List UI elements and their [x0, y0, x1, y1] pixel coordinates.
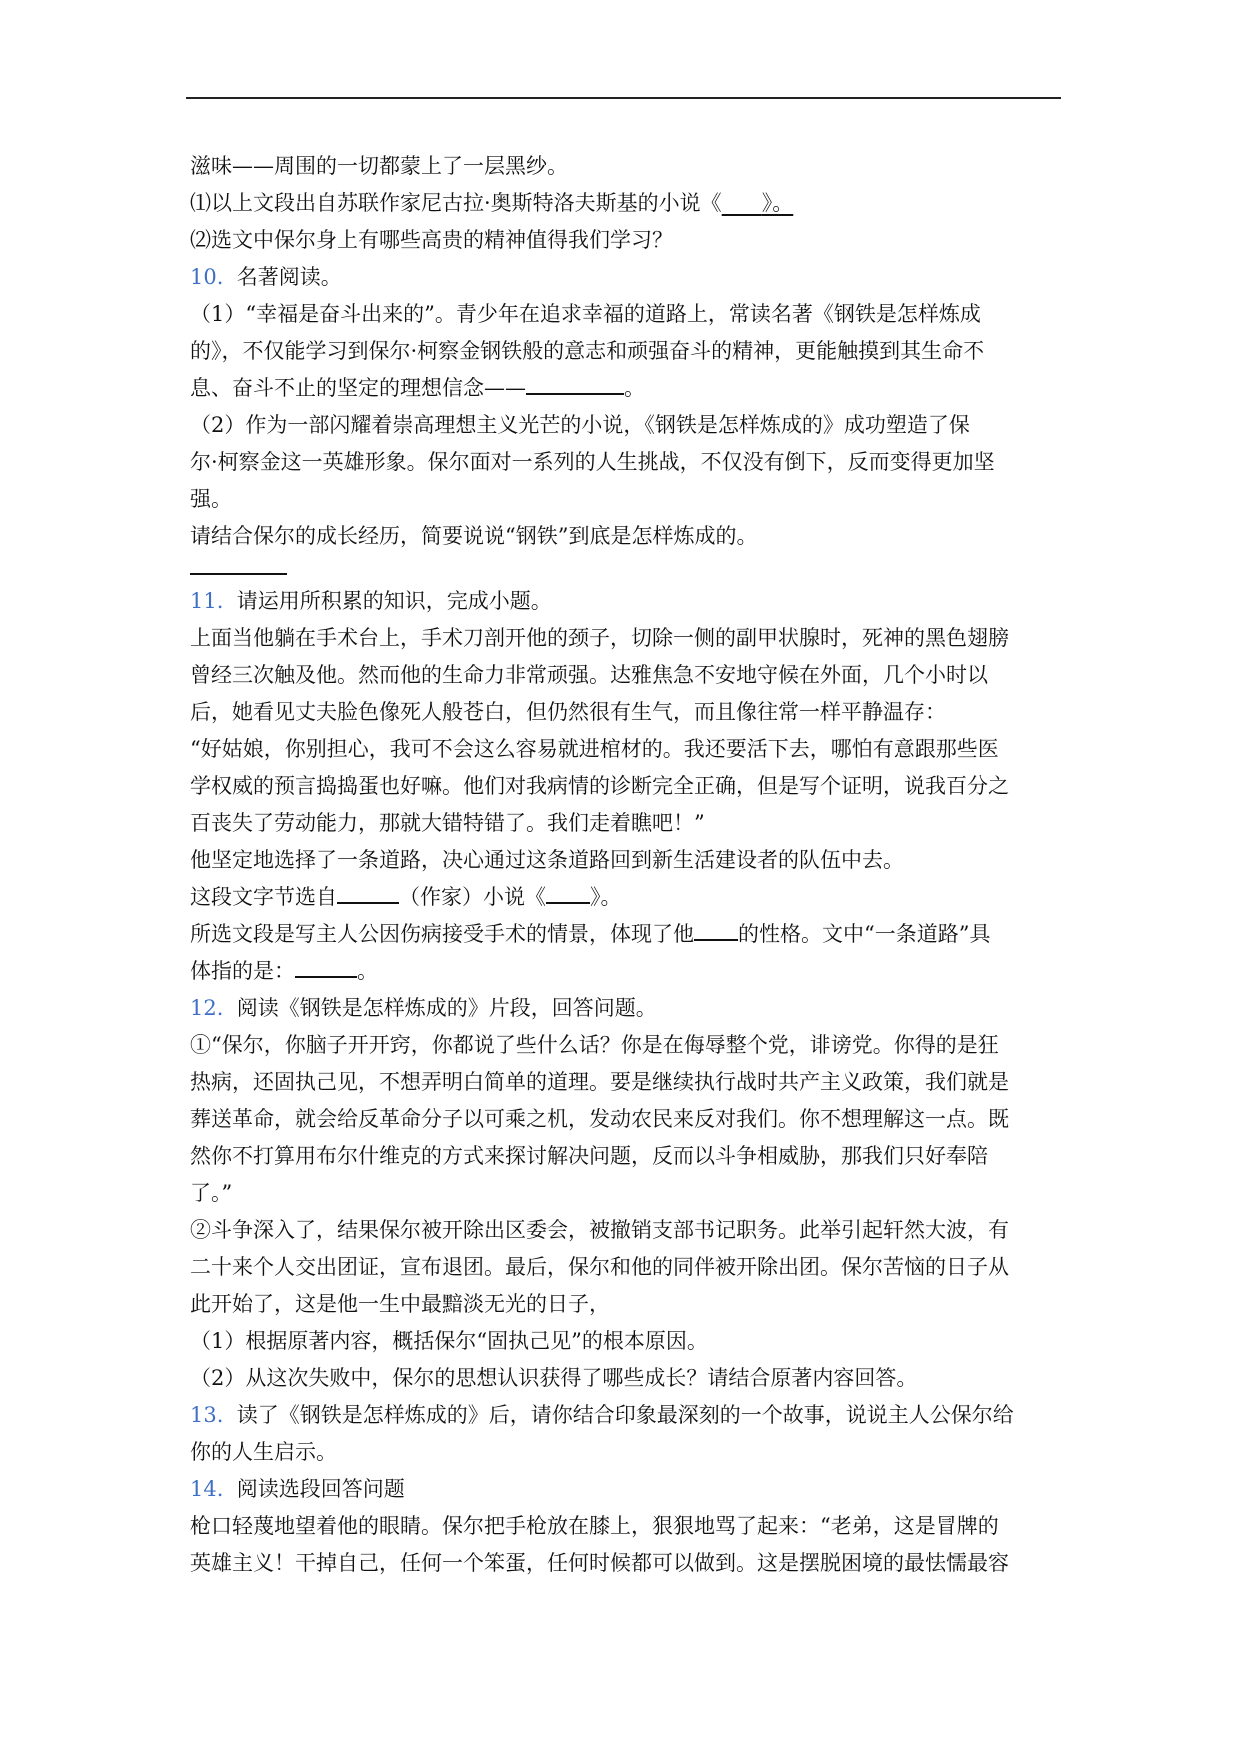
text-line: 葬送革命，就会给反革命分子以可乘之机，发动农民来反对我们。你不想理解这一点。既 [190, 1107, 1009, 1131]
text-line: （2）作为一部闪耀着崇高理想主义光芒的小说，《钢铁是怎样炼成的》成功塑造了保 [190, 413, 970, 437]
question-12-heading: 12. 阅读《钢铁是怎样炼成的》片段，回答问题。 [190, 996, 657, 1020]
question-number: 13. [190, 1403, 224, 1427]
character-blank[interactable] [694, 917, 738, 941]
novel-blank[interactable] [546, 880, 590, 904]
text-line: 学权威的预言捣捣蛋也好嘛。他们对我病情的诊断完全正确，但是写个证明，说我百分之 [190, 774, 1009, 798]
text-line: 百丧失了劳动能力，那就大错特错了。我们走着瞧吧！” [190, 811, 705, 835]
q11-fill-2: 所选文段是写主人公因伤病接受手术的情景，体现了他 的性格。文中“一条道路”具 [190, 916, 1052, 953]
text-line: （1）“幸福是奋斗出来的”。青少年在追求幸福的道路上，常读名著《钢铁是怎样炼成 [190, 302, 981, 326]
text-line: 请结合保尔的成长经历，简要说说“钢铁”到底是怎样炼成的。 [190, 524, 758, 548]
text-line: （1）根据原著内容，概括保尔“固执己见”的根本原因。 [190, 1329, 708, 1353]
text-line: 后，她看见丈夫脸色像死人般苍白，但仍然很有生气，而且像往常一样平静温存： [190, 700, 946, 724]
text-line: 英雄主义！干掉自己，任何一个笨蛋，任何时候都可以做到。这是摆脱困境的最怯懦最容 [190, 1551, 1009, 1575]
text-line: 了。” [190, 1181, 233, 1205]
text-line: （2）从这次失败中，保尔的思想认识获得了哪些成长？请结合原著内容回答。 [190, 1366, 918, 1390]
text-line: 此开始了，这是他一生中最黯淡无光的日子， [190, 1292, 610, 1316]
question-14-heading: 14. 阅读选段回答问题 [190, 1477, 405, 1501]
text-line: 息、奋斗不止的坚定的理想信念—— 。 [190, 370, 1052, 407]
q11-fill-1: 这段文字节选自 （作家）小说《 》。 [190, 879, 1052, 916]
header-rule [186, 97, 1061, 99]
question-number: 11. [190, 589, 224, 613]
text-line: 二十来个人交出团证，宣布退团。最后，保尔和他的同伴被开除出团。保尔苦恼的日子从 [190, 1255, 1009, 1279]
text-line: 热病，还固执己见，不想弄明白简单的道理。要是继续执行战时共产主义政策，我们就是 [190, 1070, 1009, 1094]
text-line: “好姑娘，你别担心，我可不会这么容易就进棺材的。我还要活下去，哪怕有意跟那些医 [190, 737, 999, 761]
text-line: 然你不打算用布尔什维克的方式来探讨解决问题，反而以斗争相威胁，那我们只好奉陪 [190, 1144, 988, 1168]
question-11-heading: 11. 请运用所积累的知识，完成小题。 [190, 589, 552, 613]
text-line: 他坚定地选择了一条道路，决心通过这条道路回到新生活建设者的队伍中去。 [190, 848, 904, 872]
text-line: 尔·柯察金这一英雄形象。保尔面对一系列的人生挑战，不仅没有倒下，反而变得更加坚 [190, 450, 995, 474]
text-line: ①“保尔，你脑子开开窍，你都说了些什么话？你是在侮辱整个党，诽谤党。你得的是狂 [190, 1033, 999, 1057]
book-title-blank[interactable] [722, 191, 762, 215]
question-13-heading: 13. 读了《钢铁是怎样炼成的》后，请你结合印象最深刻的一个故事，说说主人公保尔给 [190, 1403, 1014, 1427]
text-line: 滋味——周围的一切都蒙上了一层黑纱。 [190, 154, 568, 178]
text-line: 枪口轻蔑地望着他的眼睛。保尔把手枪放在膝上，狠狠地骂了起来：“老弟，这是冒牌的 [190, 1514, 999, 1538]
q9-sub1: ⑴以上文段出自苏联作家尼古拉·奥斯特洛夫斯基的小说《 》。 [190, 191, 794, 215]
document-body [190, 148, 1052, 1582]
question-10-heading: 10. 名著阅读。 [190, 265, 342, 289]
text-line: 的》，不仅能学习到保尔·柯察金钢铁般的意志和顽强奋斗的精神，更能触摸到其生命不 [190, 339, 985, 363]
answer-line[interactable] [190, 573, 287, 575]
q11-fill-3: 体指的是： 。 [190, 953, 1052, 990]
question-number: 10. [190, 265, 224, 289]
road-blank[interactable] [295, 954, 357, 978]
text-line: 曾经三次触及他。然而他的生命力非常顽强。达雅焦急不安地守候在外面，几个小时以 [190, 663, 988, 687]
answer-blank[interactable] [526, 371, 624, 395]
question-number: 12. [190, 996, 224, 1020]
author-blank[interactable] [337, 880, 399, 904]
text-line: 上面当他躺在手术台上，手术刀剖开他的颈子，切除一侧的副甲状腺时，死神的黑色翅膀 [190, 626, 1009, 650]
text-line: 你的人生启示。 [190, 1440, 337, 1464]
text-line: ②斗争深入了，结果保尔被开除出区委会，被撤销支部书记职务。此举引起轩然大波，有 [190, 1218, 1009, 1242]
question-number: 14. [190, 1477, 224, 1501]
q9-sub2: ⑵选文中保尔身上有哪些高贵的精神值得我们学习？ [190, 228, 673, 252]
text-line: 强。 [190, 487, 232, 511]
